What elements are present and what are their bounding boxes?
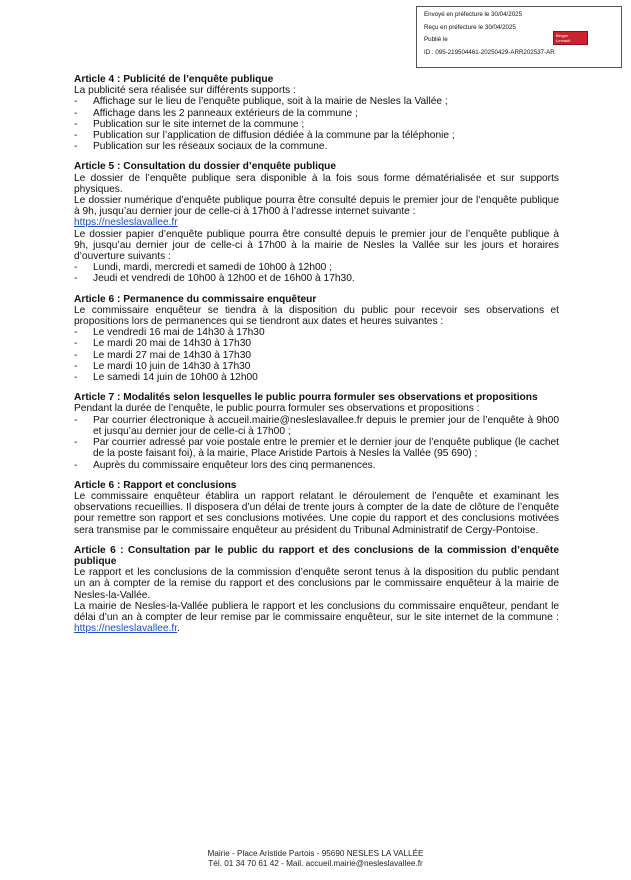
article-section (74, 392, 559, 470)
bullet-list (74, 96, 559, 152)
link-line (74, 217, 559, 228)
footer-contact: Tél. 01 34 70 61 42 - Mail. accueil.mairie@nesleslavallee.fr (208, 859, 423, 868)
paragraph: Le dossier de l’enquête publique sera disponible à la fois sous forme dématérialisée et sur supports physiques. (74, 172, 559, 195)
list-item: - Affichage dans les 2 panneaux extérieurs de la commune ; (74, 108, 559, 119)
list-item: - Publication sur l’application de diffusion dédiée à la commune par la téléphonie ; (74, 130, 559, 141)
stamp-published: Publié le (424, 36, 448, 43)
list-item: - Publication sur le site internet de la commune ; (74, 119, 559, 130)
stamp-received: Reçu en préfecture le 30/04/2025 (424, 23, 516, 31)
stamp-id: ID : 095-219504461-20250429-ARR202537-AR (424, 48, 555, 56)
article-title: Article 6 : Rapport et conclusions (74, 479, 237, 491)
paragraph-end: . (177, 623, 180, 635)
website-link[interactable]: https://nesleslavallee.fr (74, 217, 178, 229)
list-item: - Jeudi et vendredi de 10h00 à 12h00 et de 16h00 à 17h30. (74, 273, 559, 284)
paragraph-text: La mairie de Nesles-la-Vallée publiera le rapport et les conclusions du commissaire enquêteur, pendant le délai d’un an à compter de leur remise par le commissaire enquêteur, sur le site internet de la commune : (74, 600, 559, 623)
paragraph: Le dossier numérique d’enquête publique pourra être consulté depuis le premier jour de l’enquête publique à 9h, jusqu’au dernier jour de celle-ci à 17h00 à l’adresse internet suivante : (74, 195, 559, 218)
article-section (74, 480, 559, 536)
article-title: Article 4 : Publicité de l’enquête publique (74, 74, 274, 85)
paragraph: Pendant la durée de l’enquête, le public pourra formuler ses observations et propositions : (74, 403, 480, 415)
article-title: Article 7 : Modalités selon lesquelles le public pourra formuler ses observations et propositions (74, 392, 538, 404)
paragraph (74, 601, 559, 635)
article-title: Article 6 : Permanence du commissaire enquêteur (74, 293, 317, 305)
article-title: Article 5 : Consultation du dossier d’enquête publique (74, 161, 337, 173)
list-item: - Publication sur les réseaux sociaux de la commune. (74, 141, 559, 152)
paragraph: La publicité sera réalisée sur différents supports : (74, 85, 296, 97)
list-item: - Le mardi 20 mai de 14h30 à 17h30 (74, 338, 559, 349)
page-footer (0, 849, 631, 869)
article-section (74, 161, 559, 284)
article-section (74, 294, 559, 384)
list-item: - Affichage sur le lieu de l’enquête publique, soit à la mairie de Nesles la Vallée ; (74, 96, 559, 107)
list-item: - Le mardi 27 mai de 14h30 à 17h30 (74, 350, 559, 361)
article-title: Article 6 : Consultation par le public du rapport et des conclusions de la commission d’enquête publique (74, 544, 559, 567)
bullet-list (74, 327, 559, 383)
prefecture-stamp (416, 6, 622, 68)
paragraph: Le commissaire enquêteur se tiendra à la disposition du public pour recevoir ses observations et propositions lors de permanences qui se tiendront aux dates et heures suivantes : (74, 304, 559, 328)
paragraph: Le rapport et les conclusions de la commission d’enquête seront tenus à la disposition du public pendant un an à compter de la remise du rapport et des conclusions par le commissaire enquêteur à la mairie de Nesles-la-Vallée. (74, 567, 559, 601)
list-item: - Auprès du commissaire enquêteur lors des cinq permanences. (74, 460, 559, 471)
bullet-list (74, 262, 559, 284)
paragraph: Le commissaire enquêteur établira un rapport relatant le déroulement de l’enquête et examinant les observations recueillies. Il disposera d’un délai de trente jours à compter de la date de clôture de l’enquête pour remettre son rapport et ses conclusions motivées. Une copie du rapport et des conclusions motivées sera transmise par le commissaire enquêteur au président du Tribunal Administratif de Cergy-Pontoise. (74, 490, 559, 536)
list-item: - Le mardi 10 juin de 14h30 à 17h30 (74, 361, 559, 372)
berger-levrault-logo: Berger Levrault (553, 31, 588, 45)
list-item: - Lundi, mardi, mercredi et samedi de 10h00 à 12h00 ; (74, 262, 559, 273)
paragraph: Le dossier papier d’enquête publique pourra être consulté depuis le premier jour de l’enquête publique à 9h, jusqu’au dernier jour de celle-ci à 17h00 à la mairie de Nesles la Vallée sur les jours et horaires d’ouverture suivants : (74, 228, 559, 263)
article-section (74, 74, 559, 152)
website-link[interactable]: https://nesleslavallee.fr (74, 623, 178, 635)
list-item: - Le vendredi 16 mai de 14h30 à 17h30 (74, 327, 559, 338)
article-section (74, 545, 559, 635)
list-item: - Par courrier adressé par voie postale entre le premier et le dernier jour de l’enquête publique (le cachet de la poste faisant foi), à la mairie, Place Aristide Partois à Nesles la Vallée (95 690) ; (74, 437, 559, 459)
list-item: - Par courrier électronique à accueil.mairie@nesleslavallee.fr depuis le premier jour de l’enquête à 9h00 et jusqu’au dernier jour de celle-ci à 17h00 ; (74, 415, 559, 437)
bullet-list (74, 415, 559, 471)
document-body (74, 74, 559, 643)
list-item: - Le samedi 14 juin de 10h00 à 12h00 (74, 372, 559, 383)
stamp-sent: Envoyé en préfecture le 30/04/2025 (424, 11, 523, 18)
footer-address: Mairie - Place Aristide Partois - 95690 NESLES LA VALLÉE (207, 849, 424, 858)
